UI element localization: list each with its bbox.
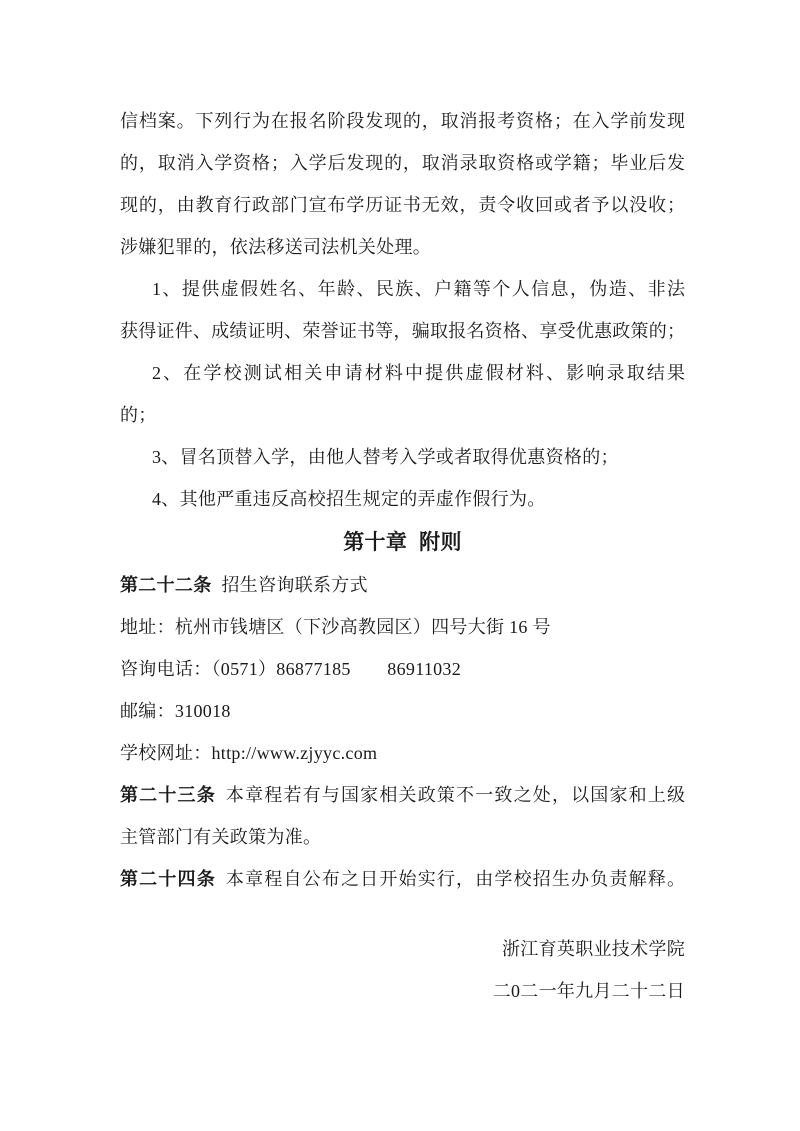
- article-22-title: 招生咨询联系方式: [221, 575, 368, 595]
- list-item-1-line-2: 获得证件、成绩证明、荣誉证书等，骗取报名资格、享受优惠政策的；: [120, 321, 685, 341]
- signature-school: 浙江育英职业技术学院: [502, 939, 685, 959]
- article-23-label: 第二十三条: [120, 785, 216, 805]
- article-24-line: [120, 858, 685, 900]
- paragraph-line-4: 涉嫌犯罪的，依法移送司法机关处理。: [120, 237, 432, 257]
- postal-code-line: 邮编：310018: [120, 701, 231, 721]
- article-22-label: 第二十二条: [120, 575, 212, 595]
- chapter-number: 第十章: [343, 530, 408, 554]
- chapter-title: 附则: [419, 530, 462, 554]
- article-24-label: 第二十四条: [120, 869, 216, 889]
- article-22-line: [120, 564, 685, 606]
- list-item-2-line-2: 的；: [120, 405, 157, 425]
- article-23-line-2: 主管部门有关政策为准。: [120, 827, 322, 847]
- blank-space: [120, 900, 685, 928]
- article-23-line-1: [120, 774, 685, 816]
- list-item-4: 4、其他严重违反高校招生规定的弄虚作假行为。: [152, 489, 546, 509]
- signature-date: 二0二一年九月二十二日: [492, 981, 685, 1001]
- paragraph-line-1: 信档案。下列行为在报名阶段发现的，取消报考资格；在入学前发现: [120, 111, 685, 131]
- website-line: 学校网址：http://www.zjyyc.com: [120, 743, 378, 763]
- article-24-text: 本章程自公布之日开始实行，由学校招生办负责解释。: [225, 869, 686, 889]
- chapter-heading: [120, 520, 685, 564]
- paragraph-line-3: 现的，由教育行政部门宣布学历证书无效，责令收回或者予以没收；: [120, 195, 685, 215]
- article-23-text-1: 本章程若有与国家相关政策不一致之处，以国家和上级: [225, 785, 686, 805]
- document-content: [120, 100, 685, 1012]
- address-line: 地址：杭州市钱塘区（下沙高教园区）四号大街 16 号: [120, 617, 551, 637]
- phone-line: 咨询电话：（0571）86877185 86911032: [120, 659, 462, 679]
- list-item-3: 3、冒名顶替入学，由他人替考入学或者取得优惠资格的；: [152, 447, 619, 467]
- list-item-1-line-1: 1、提供虚假姓名、年龄、民族、户籍等个人信息，伪造、非法: [152, 279, 685, 299]
- paragraph-line-2: 的，取消入学资格；入学后发现的，取消录取资格或学籍；毕业后发: [120, 153, 685, 173]
- list-item-2-line-1: 2、在学校测试相关申请材料中提供虚假材料、影响录取结果: [152, 363, 685, 383]
